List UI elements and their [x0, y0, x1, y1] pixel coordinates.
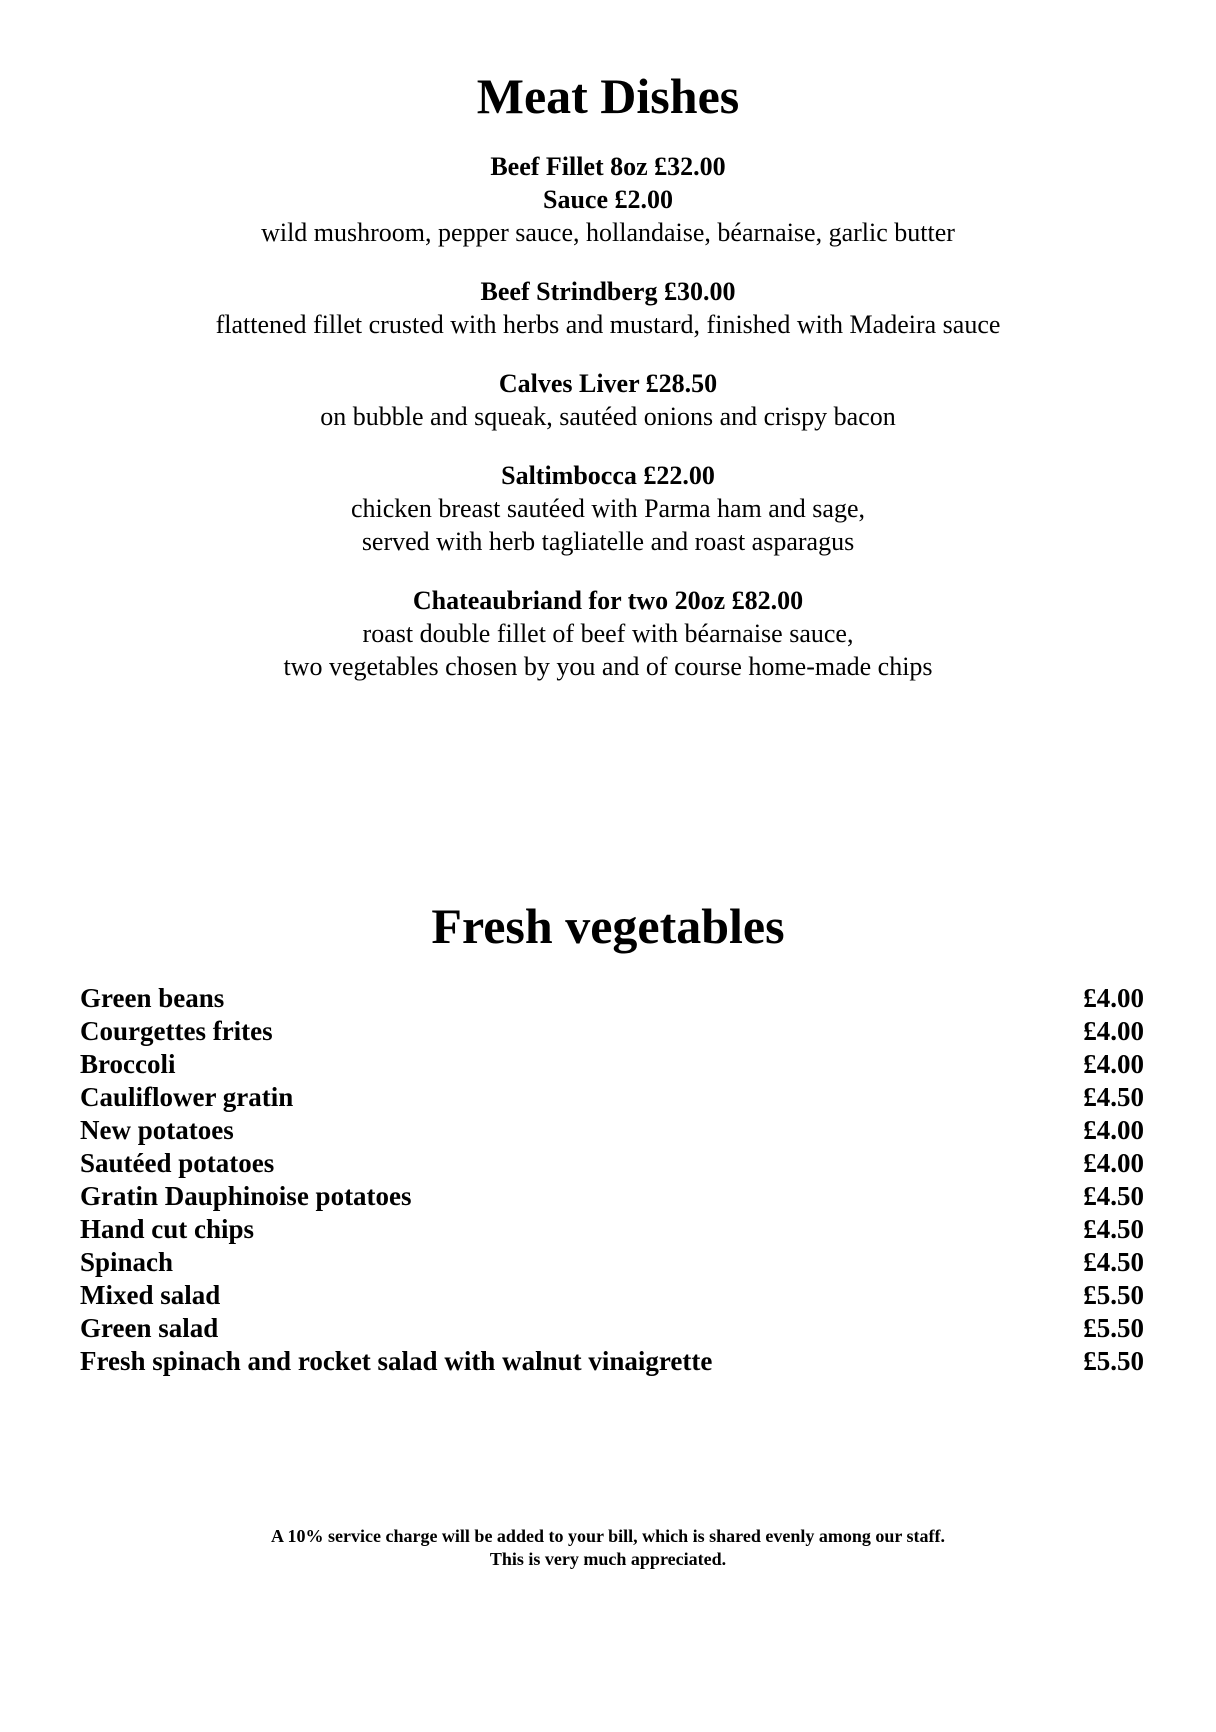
item-name: Sautéed potatoes — [80, 1148, 275, 1178]
item-price: £4.00 — [1083, 1148, 1144, 1178]
list-item — [80, 1015, 1144, 1048]
item-price: £5.50 — [1083, 1346, 1144, 1376]
dish-saltimbocca — [0, 459, 1216, 558]
item-name: Broccoli — [80, 1049, 176, 1079]
item-price: £4.00 — [1083, 1016, 1144, 1046]
item-name: Mixed salad — [80, 1280, 221, 1310]
item-name: Courgettes frites — [80, 1016, 273, 1046]
dish-calves-liver — [0, 367, 1216, 433]
item-name: Hand cut chips — [80, 1214, 255, 1244]
item-price: £4.00 — [1083, 983, 1144, 1013]
item-price: £4.50 — [1083, 1181, 1144, 1211]
item-name: Fresh spinach and rocket salad with walnut vinaigrette — [80, 1346, 713, 1376]
meat-dishes-title: Meat Dishes — [476, 68, 740, 124]
list-item — [80, 1312, 1144, 1345]
item-name: Spinach — [80, 1247, 174, 1277]
footer-line: A 10% service charge will be added to your bill, which is shared evenly among our staff. — [270, 1526, 945, 1546]
list-item — [80, 1180, 1144, 1213]
dish-name-price: Calves Liver £28.50 — [498, 369, 718, 398]
item-price: £4.00 — [1083, 1049, 1144, 1079]
list-item — [80, 1147, 1144, 1180]
list-item — [80, 1114, 1144, 1147]
dish-description: flattened fillet crusted with herbs and mustard, finished with Madeira sauce — [215, 310, 1001, 339]
list-item — [80, 1345, 1144, 1378]
list-item — [80, 1081, 1144, 1114]
item-name: New potatoes — [80, 1115, 234, 1145]
meat-dishes-list — [0, 150, 1216, 709]
item-name: Cauliflower gratin — [80, 1082, 294, 1112]
item-name: Green salad — [80, 1313, 219, 1343]
dish-chateaubriand — [0, 584, 1216, 683]
dish-description: served with herb tagliatelle and roast asparagus — [361, 527, 855, 556]
dish-name-price: Beef Strindberg £30.00 — [480, 277, 736, 306]
list-item — [80, 1213, 1144, 1246]
item-name: Green beans — [80, 983, 225, 1013]
item-price: £5.50 — [1083, 1313, 1144, 1343]
list-item — [80, 1246, 1144, 1279]
vegetables-list — [80, 982, 1144, 1378]
item-name: Gratin Dauphinoise potatoes — [80, 1181, 412, 1211]
footer-line: This is very much appreciated. — [489, 1549, 727, 1569]
dish-description: on bubble and squeak, sautéed onions and crispy bacon — [320, 402, 896, 431]
item-price: £4.00 — [1083, 1115, 1144, 1145]
dish-description: chicken breast sautéed with Parma ham and sage, — [350, 494, 866, 523]
dish-beef-strindberg — [0, 275, 1216, 341]
item-price: £4.50 — [1083, 1247, 1144, 1277]
dish-name-price: Chateaubriand for two 20oz £82.00 — [412, 586, 804, 615]
list-item — [80, 1279, 1144, 1312]
list-item — [80, 982, 1144, 1015]
list-item — [80, 1048, 1144, 1081]
dish-description: roast double fillet of beef with béarnaise sauce, — [362, 619, 854, 648]
dish-name-price: Beef Fillet 8oz £32.00 — [490, 152, 726, 181]
dish-description: wild mushroom, pepper sauce, hollandaise, béarnaise, garlic butter — [261, 218, 955, 247]
dish-sauce-price: Sauce £2.00 — [543, 185, 673, 214]
service-charge-note — [0, 1525, 1216, 1571]
dish-name-price: Saltimbocca £22.00 — [501, 461, 715, 490]
item-price: £4.50 — [1083, 1082, 1144, 1112]
item-price: £4.50 — [1083, 1214, 1144, 1244]
fresh-vegetables-title: Fresh vegetables — [431, 898, 785, 954]
item-price: £5.50 — [1083, 1280, 1144, 1310]
dish-beef-fillet — [0, 150, 1216, 249]
dish-description: two vegetables chosen by you and of course home-made chips — [283, 652, 933, 681]
